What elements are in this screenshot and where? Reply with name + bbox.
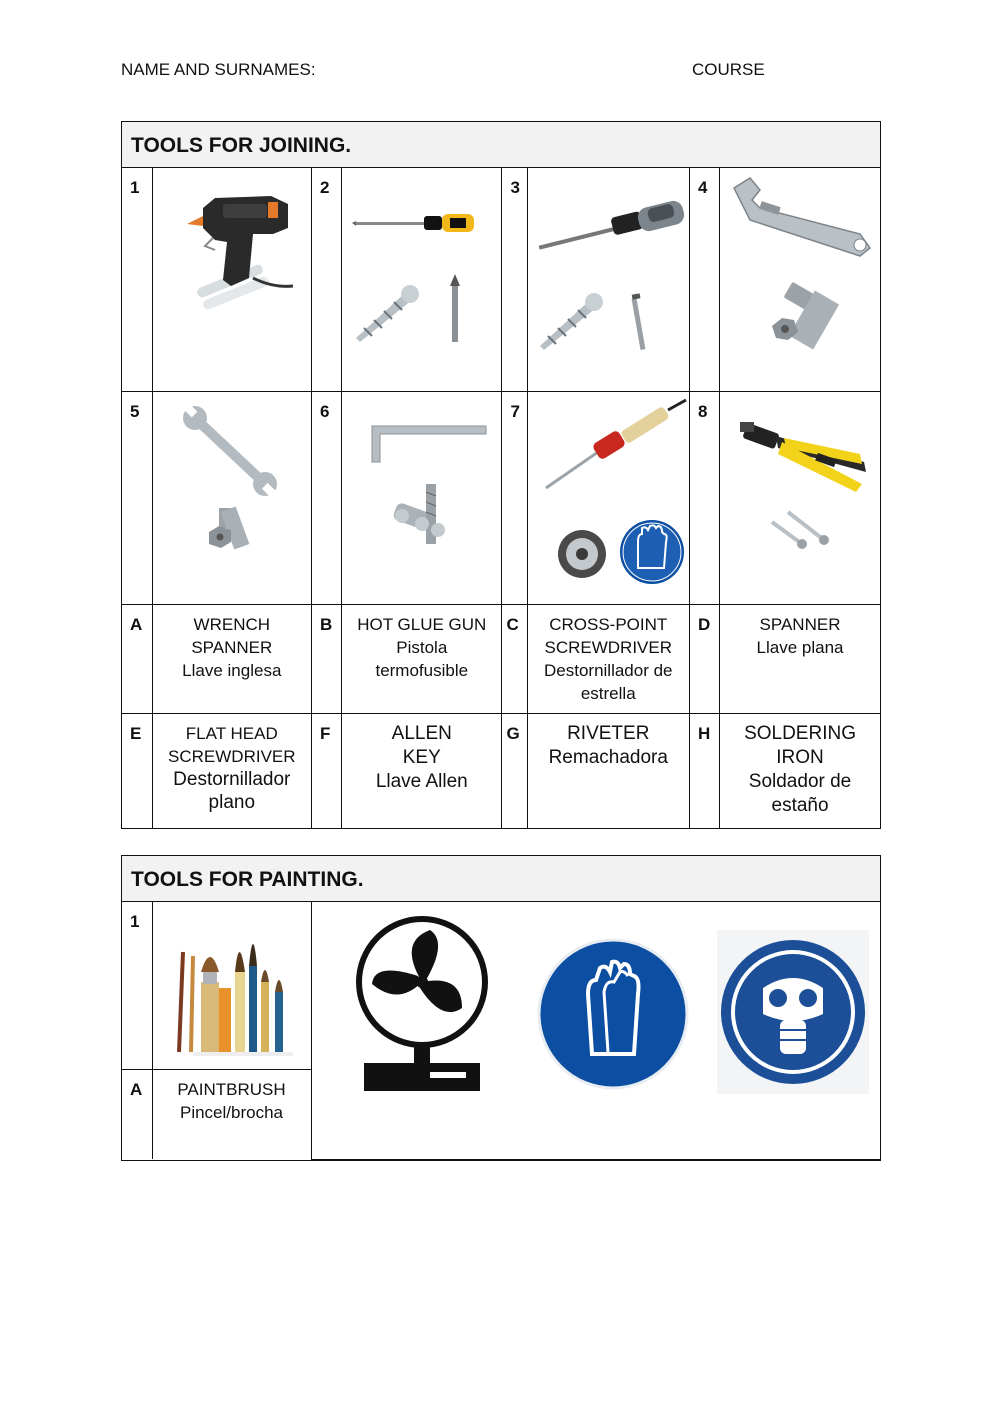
painting-image-row <box>122 902 880 1069</box>
item-number: 8 <box>697 401 708 421</box>
item-letter: E <box>130 723 142 743</box>
item-letter: H <box>697 723 711 743</box>
label-line: ALLEN <box>391 722 452 744</box>
painting-title: TOOLS FOR PAINTING. <box>122 856 880 902</box>
safety-signs-cell <box>311 902 880 1159</box>
label-line: SCREWDRIVER <box>168 746 296 766</box>
label-line: FLAT HEAD <box>185 723 278 743</box>
item-number: 1 <box>130 912 140 931</box>
image-cell <box>152 168 311 391</box>
joining-table <box>122 168 880 828</box>
label-line: PAINTBRUSH <box>177 1079 286 1099</box>
hot-glue-gun-icon <box>153 168 312 391</box>
item-letter: G <box>506 723 520 743</box>
label-line: SPANNER <box>759 614 841 634</box>
screw-icon <box>540 293 603 350</box>
label-line: SCREWDRIVER <box>544 637 673 657</box>
label-line: Llave plana <box>756 637 844 657</box>
item-number: 1 <box>130 178 140 197</box>
course-label: COURSE <box>692 60 765 79</box>
flat-head-screwdriver-icon <box>528 168 690 391</box>
label-line: SPANNER <box>191 637 273 657</box>
tool-label-paintbrush <box>153 1070 311 1124</box>
tool-label-e <box>153 714 311 814</box>
soldering-iron-icon <box>528 392 690 605</box>
item-letter: A <box>130 1079 143 1099</box>
socket-head-screws-icon <box>392 484 445 544</box>
label-line: Destornillador de <box>544 660 673 680</box>
cross-point-screwdriver-icon <box>342 168 502 391</box>
painting-table <box>122 902 880 1160</box>
tool-label-b <box>342 605 501 682</box>
labels-row-2 <box>122 713 880 828</box>
item-letter: F <box>319 723 331 743</box>
image-cell <box>342 391 502 604</box>
item-number: 2 <box>319 178 330 197</box>
label-line: termofusible <box>375 660 469 680</box>
label-line: WRENCH <box>193 614 271 634</box>
joining-title: TOOLS FOR JOINING. <box>122 122 880 168</box>
label-line: Pistola <box>396 637 448 657</box>
tool-label-c <box>528 605 689 705</box>
label-line: plano <box>208 791 256 813</box>
joining-section <box>121 121 881 829</box>
open-end-spanner-icon <box>153 392 312 605</box>
item-number: 4 <box>697 178 708 197</box>
safety-signs <box>312 902 881 1159</box>
label-line: Destornillador <box>173 768 291 790</box>
item-letter: D <box>697 614 711 634</box>
label-line: Pincel/brocha <box>179 1102 283 1122</box>
paintbrushes-icon <box>153 902 312 1069</box>
label-line: RIVETER <box>567 722 650 744</box>
item-number: 5 <box>130 401 140 421</box>
label-line: IRON <box>776 746 824 768</box>
images-row-1 <box>122 168 880 391</box>
image-cell <box>152 902 311 1069</box>
tool-label-h <box>720 714 880 818</box>
name-label: NAME AND SURNAMES: <box>121 60 316 79</box>
solder-wire-spool-icon <box>558 530 606 578</box>
label-line: CROSS-POINT <box>549 614 668 634</box>
adjustable-wrench-icon <box>720 168 880 391</box>
tool-label-d <box>720 605 880 659</box>
item-number: 3 <box>510 178 520 197</box>
label-line: KEY <box>402 746 441 768</box>
cross-tip-icon <box>450 274 460 342</box>
label-line: SOLDERING <box>744 722 856 744</box>
images-row-2 <box>122 391 880 604</box>
painting-section <box>121 855 881 1161</box>
allen-key-icon <box>342 392 502 605</box>
tool-label-g <box>528 714 689 770</box>
image-cell <box>720 168 880 391</box>
item-letter: A <box>130 614 143 634</box>
gloves-safety-sign-icon <box>620 520 684 584</box>
bolt-and-nut-icon <box>772 282 839 350</box>
label-line: HOT GLUE GUN <box>357 614 487 634</box>
labels-row-1 <box>122 604 880 713</box>
item-number: 6 <box>319 401 330 421</box>
label-line: Llave inglesa <box>182 660 282 680</box>
rivets-icon <box>772 512 829 549</box>
screw-icon <box>356 285 419 342</box>
riveter-icon <box>720 392 880 605</box>
label-line: Llave Allen <box>375 770 468 792</box>
gas-mask-safety-sign-icon <box>717 930 869 1094</box>
flat-tip-icon <box>631 293 645 350</box>
image-cell <box>527 168 689 391</box>
label-line: estrella <box>580 683 636 703</box>
item-letter: C <box>506 614 519 634</box>
tool-label-a <box>153 605 311 682</box>
bolt-and-nut-icon <box>209 506 249 549</box>
item-number: 7 <box>510 401 520 421</box>
label-line: Remachadora <box>548 746 668 768</box>
label-line: Soldador de <box>748 770 852 792</box>
tool-label-f <box>342 714 501 794</box>
item-letter: B <box>319 614 333 634</box>
gloves-safety-sign-icon <box>539 940 687 1088</box>
label-line: estaño <box>771 794 829 816</box>
image-cell <box>720 391 880 604</box>
image-cell <box>527 391 689 604</box>
ventilation-fan-icon <box>359 919 485 1091</box>
image-cell <box>342 168 502 391</box>
image-cell <box>152 391 311 604</box>
